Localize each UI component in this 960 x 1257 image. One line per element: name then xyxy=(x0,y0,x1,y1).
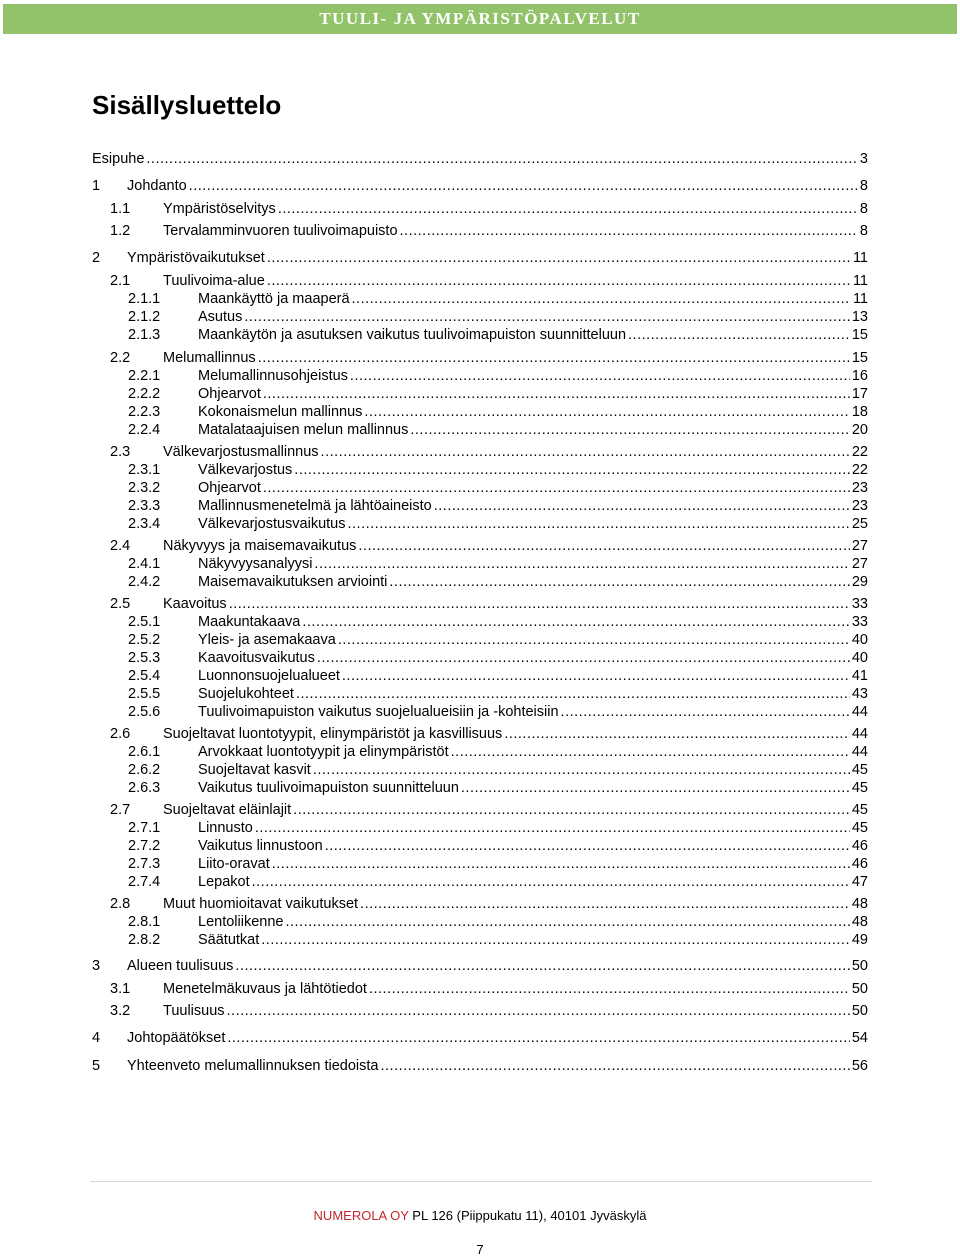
toc-entry-number: 2.1 xyxy=(110,273,131,289)
toc-entry-page: 43 xyxy=(851,686,868,702)
toc-entry[interactable] xyxy=(128,931,868,949)
toc-dot-leader xyxy=(244,308,850,326)
toc-dot-leader xyxy=(369,980,850,998)
toc-entry-title: Suojeltavat luontotyypit, elinympäristöt ja kasvillisuus xyxy=(163,726,503,742)
toc-entry-title: Kokonaismelun mallinnus xyxy=(198,404,363,420)
toc-entry-title: Maakuntakaava xyxy=(198,614,301,630)
toc-entry-page: 8 xyxy=(859,223,868,239)
toc-entry-number: 2.6.2 xyxy=(128,762,161,778)
toc-dot-leader xyxy=(294,461,850,479)
toc-entry[interactable] xyxy=(128,573,868,591)
toc-entry[interactable] xyxy=(110,980,868,998)
toc-entry-title: Linnusto xyxy=(198,820,253,836)
toc-entry-number: 2.8 xyxy=(110,896,131,912)
toc-entry-title: Yhteenveto melumallinnuksen tiedoista xyxy=(127,1058,379,1074)
toc-entry-number: 2.6.3 xyxy=(128,780,161,796)
toc-entry-number: 3.2 xyxy=(110,1003,131,1019)
toc-entry[interactable] xyxy=(92,150,868,168)
toc-dot-leader xyxy=(434,497,850,515)
toc-entry-page: 29 xyxy=(851,574,868,590)
toc-entry-number: 2.5.5 xyxy=(128,686,161,702)
toc-entry-number: 2.1.3 xyxy=(128,327,161,343)
toc-entry-title: Maisemavaikutuksen arviointi xyxy=(198,574,388,590)
toc-entry-number: 2.5.3 xyxy=(128,650,161,666)
toc-entry-page: 17 xyxy=(851,386,868,402)
toc-entry-page: 11 xyxy=(852,291,868,307)
toc-entry-number: 3.1 xyxy=(110,981,131,997)
toc-entry-page: 11 xyxy=(852,273,868,289)
toc-entry-page: 45 xyxy=(851,780,868,796)
toc-entry-title: Suojeltavat eläinlajit xyxy=(163,802,292,818)
toc-dot-leader xyxy=(358,537,849,555)
toc-entry-number: 2.4 xyxy=(110,538,131,554)
toc-entry[interactable] xyxy=(110,349,868,367)
toc-entry[interactable] xyxy=(128,403,868,421)
toc-entry-number: 2.2.3 xyxy=(128,404,161,420)
toc-entry-title: Vaikutus tuulivoimapuiston suunnitteluun xyxy=(198,780,459,796)
toc-entry-title: Asutus xyxy=(198,309,243,325)
toc-entry[interactable] xyxy=(128,385,868,403)
toc-dot-leader xyxy=(360,895,850,913)
toc-entry-number: 2.3.2 xyxy=(128,480,161,496)
toc-entry[interactable] xyxy=(128,703,868,721)
toc-entry[interactable] xyxy=(128,913,868,931)
toc-dot-leader xyxy=(461,779,850,797)
toc-entry-title: Tuulivoima-alue xyxy=(163,273,265,289)
toc-entry-number: 2.6.1 xyxy=(128,744,161,760)
toc-entry-number: 2.5.4 xyxy=(128,668,161,684)
toc-entry-number: 1.1 xyxy=(110,201,131,217)
toc-entry-page: 11 xyxy=(852,250,868,266)
toc-dot-leader xyxy=(293,801,850,819)
toc-entry-number: 2.8.1 xyxy=(128,914,161,930)
toc-entry-page: 48 xyxy=(851,896,868,912)
toc-entry[interactable] xyxy=(128,421,868,439)
toc-entry-number: 2.2.1 xyxy=(128,368,161,384)
toc-entry-number: 2.2.4 xyxy=(128,422,161,438)
toc-entry[interactable] xyxy=(128,461,868,479)
toc-entry-title: Menetelmäkuvaus ja lähtötiedot xyxy=(163,981,367,997)
toc-dot-leader xyxy=(146,150,858,168)
toc-entry-page: 23 xyxy=(851,480,868,496)
header-text: TUULI- JA YMPÄRISTÖPALVELUT xyxy=(319,9,641,28)
toc-entry-number: 2.1.2 xyxy=(128,309,161,325)
toc-entry[interactable] xyxy=(128,873,868,891)
toc-entry-title: Esipuhe xyxy=(92,151,145,167)
toc-entry-title: Melumallinnus xyxy=(163,350,256,366)
toc-entry-title: Näkyvyysanalyysi xyxy=(198,556,313,572)
footer-address: PL 126 (Piippukatu 11), 40101 Jyväskylä xyxy=(412,1208,647,1223)
toc-entry-page: 27 xyxy=(851,538,868,554)
toc-entry-title: Suojelukohteet xyxy=(198,686,294,702)
toc-entry[interactable] xyxy=(110,595,868,613)
toc-entry[interactable] xyxy=(128,479,868,497)
toc-entry-title: Tervalamminvuoren tuulivoimapuisto xyxy=(163,223,398,239)
toc-entry[interactable] xyxy=(128,515,868,533)
toc-entry[interactable] xyxy=(110,801,868,819)
toc-dot-leader xyxy=(278,200,858,218)
toc-dot-leader xyxy=(350,367,850,385)
toc-entry-title: Kaavoitus xyxy=(163,596,227,612)
toc-entry[interactable] xyxy=(110,537,868,555)
toc-entry-page: 48 xyxy=(851,914,868,930)
toc-entry-title: Melumallinnusohjeistus xyxy=(198,368,348,384)
toc-entry-number: 2.7.2 xyxy=(128,838,161,854)
toc-entry-page: 25 xyxy=(851,516,868,532)
toc-entry-number: 2.1.1 xyxy=(128,291,161,307)
toc-entry-title: Tuulisuus xyxy=(163,1003,225,1019)
toc-entry-page: 16 xyxy=(851,368,868,384)
toc-entry-page: 46 xyxy=(851,856,868,872)
toc-dot-leader xyxy=(313,761,850,779)
toc-dot-leader xyxy=(252,873,850,891)
toc-entry-page: 40 xyxy=(851,632,868,648)
toc-entry-title: Muut huomioitavat vaikutukset xyxy=(163,896,359,912)
toc-entry-number: 4 xyxy=(92,1030,101,1046)
toc-entry-page: 33 xyxy=(851,614,868,630)
toc-entry-number: 2.7.3 xyxy=(128,856,161,872)
toc-entry-page: 20 xyxy=(851,422,868,438)
toc-entry[interactable] xyxy=(128,649,868,667)
toc-dot-leader xyxy=(285,913,849,931)
toc-entry-page: 8 xyxy=(859,178,868,194)
toc-dot-leader xyxy=(261,931,850,949)
footer-divider xyxy=(90,1181,872,1182)
toc-entry-page: 33 xyxy=(851,596,868,612)
toc-dot-leader xyxy=(317,649,850,667)
toc-entry-number: 2.3.4 xyxy=(128,516,161,532)
toc-entry-title: Lepakot xyxy=(198,874,250,890)
toc-dot-leader xyxy=(227,1029,850,1047)
toc-entry-page: 50 xyxy=(851,958,868,974)
toc-entry[interactable] xyxy=(128,685,868,703)
toc-entry-page: 44 xyxy=(851,704,868,720)
toc-dot-leader xyxy=(628,326,850,344)
toc-entry-title: Suojeltavat kasvit xyxy=(198,762,311,778)
toc-entry-title: Yleis- ja asemakaava xyxy=(198,632,336,648)
toc-dot-leader xyxy=(235,957,849,975)
toc-entry-page: 50 xyxy=(851,1003,868,1019)
toc-entry-page: 8 xyxy=(859,201,868,217)
toc-dot-leader xyxy=(504,725,850,743)
page-number: 7 xyxy=(476,1242,484,1257)
toc-entry-number: 1.2 xyxy=(110,223,131,239)
toc-entry-page: 15 xyxy=(851,327,868,343)
toc-entry-title: Välkevarjostusmallinnus xyxy=(163,444,319,460)
toc-entry-page: 50 xyxy=(851,981,868,997)
toc-entry-page: 15 xyxy=(851,350,868,366)
toc-entry-number: 2.7.1 xyxy=(128,820,161,836)
toc-entry-title: Johtopäätökset xyxy=(127,1030,226,1046)
toc-entry-page: 22 xyxy=(851,444,868,460)
toc-entry-number: 2 xyxy=(92,250,101,266)
toc-entry-title: Tuulivoimapuiston vaikutus suojelualueisiin ja -kohteisiin xyxy=(198,704,559,720)
toc-entry-title: Välkevarjostusvaikutus xyxy=(198,516,346,532)
toc-entry-title: Johdanto xyxy=(127,178,187,194)
toc-entry-page: 22 xyxy=(851,462,868,478)
toc-entry-page: 54 xyxy=(851,1030,868,1046)
toc-entry-number: 2.3.1 xyxy=(128,462,161,478)
toc-entry-page: 45 xyxy=(851,802,868,818)
toc-entry-number: 3 xyxy=(92,958,101,974)
toc-entry-page: 47 xyxy=(851,874,868,890)
toc-entry[interactable] xyxy=(128,855,868,873)
footer-company: NUMEROLA OY xyxy=(313,1208,409,1223)
toc-dot-leader xyxy=(451,743,850,761)
toc-dot-leader xyxy=(272,855,850,873)
toc-entry-title: Maankäytön ja asutuksen vaikutus tuulivoimapuiston suunnitteluun xyxy=(198,327,627,343)
toc-entry-number: 2.3.3 xyxy=(128,498,161,514)
toc-entry-number: 2.5.1 xyxy=(128,614,161,630)
toc-dot-leader xyxy=(263,479,850,497)
toc-dot-leader xyxy=(302,613,849,631)
toc-entry-page: 49 xyxy=(851,932,868,948)
toc-entry-title: Välkevarjostus xyxy=(198,462,293,478)
toc-entry-number: 2.5.2 xyxy=(128,632,161,648)
toc-entry-title: Ohjearvot xyxy=(198,386,261,402)
toc-entry[interactable] xyxy=(128,779,868,797)
toc-entry-title: Ympäristöselvitys xyxy=(163,201,276,217)
toc-entry[interactable] xyxy=(110,725,868,743)
toc-entry-title: Liito-oravat xyxy=(198,856,270,872)
toc-entry-title: Maankäyttö ja maaperä xyxy=(198,291,350,307)
toc-entry-title: Ohjearvot xyxy=(198,480,261,496)
toc-entry[interactable] xyxy=(128,497,868,515)
toc-entry-title: Säätutkat xyxy=(198,932,260,948)
toc-entry[interactable] xyxy=(92,1029,868,1047)
toc-entry[interactable] xyxy=(128,743,868,761)
toc-entry[interactable] xyxy=(110,895,868,913)
toc-entry-title: Vaikutus linnustoon xyxy=(198,838,323,854)
toc-dot-leader xyxy=(267,249,851,267)
toc-dot-leader xyxy=(227,1002,850,1020)
toc-dot-leader xyxy=(348,515,850,533)
toc-entry-title: Arvokkaat luontotyypit ja elinympäristöt xyxy=(198,744,449,760)
toc-entry[interactable] xyxy=(128,308,868,326)
toc-dot-leader xyxy=(364,403,849,421)
toc-entry-page: 56 xyxy=(851,1058,868,1074)
toc-entry[interactable] xyxy=(92,249,868,267)
toc-entry-title: Kaavoitusvaikutus xyxy=(198,650,315,666)
toc-entry[interactable] xyxy=(110,222,868,240)
toc-entry-title: Luonnonsuojelualueet xyxy=(198,668,340,684)
toc-entry-number: 2.4.1 xyxy=(128,556,161,572)
toc-entry-page: 44 xyxy=(851,726,868,742)
toc-entry-title: Mallinnusmenetelmä ja lähtöaineisto xyxy=(198,498,432,514)
toc-entry-page: 46 xyxy=(851,838,868,854)
toc-entry[interactable] xyxy=(128,326,868,344)
toc-entry[interactable] xyxy=(128,290,868,308)
toc-dot-leader xyxy=(325,837,850,855)
toc-entry-number: 2.7 xyxy=(110,802,131,818)
toc-entry[interactable] xyxy=(128,555,868,573)
toc-entry-number: 2.8.2 xyxy=(128,932,161,948)
toc-dot-leader xyxy=(229,595,850,613)
toc-dot-leader xyxy=(338,631,850,649)
toc-entry-number: 2.6 xyxy=(110,726,131,742)
toc-entry-number: 2.5.6 xyxy=(128,704,161,720)
toc-entry[interactable] xyxy=(128,367,868,385)
toc-dot-leader xyxy=(263,385,850,403)
toc-entry[interactable] xyxy=(110,1002,868,1020)
toc-dot-leader xyxy=(342,667,850,685)
toc-entry[interactable] xyxy=(110,272,868,290)
toc-entry-number: 1 xyxy=(92,178,101,194)
toc-entry[interactable] xyxy=(128,613,868,631)
toc-dot-leader xyxy=(255,819,850,837)
toc-entry-number: 2.5 xyxy=(110,596,131,612)
toc-entry[interactable] xyxy=(92,177,868,195)
toc-entry[interactable] xyxy=(128,667,868,685)
toc-entry-title: Alueen tuulisuus xyxy=(127,958,234,974)
toc-entry-number: 2.7.4 xyxy=(128,874,161,890)
footer-address-line xyxy=(0,1208,960,1223)
toc-entry[interactable] xyxy=(92,957,868,975)
toc-entry[interactable] xyxy=(110,200,868,218)
toc-dot-leader xyxy=(267,272,851,290)
toc-entry[interactable] xyxy=(92,1057,868,1075)
toc-entry-page: 18 xyxy=(851,404,868,420)
toc-dot-leader xyxy=(380,1057,849,1075)
toc-entry-title: Matalataajuisen melun mallinnus xyxy=(198,422,409,438)
toc-dot-leader xyxy=(314,555,849,573)
toc-dot-leader xyxy=(321,443,850,461)
toc-entry[interactable] xyxy=(128,819,868,837)
toc-dot-leader xyxy=(400,222,858,240)
toc-entry-page: 23 xyxy=(851,498,868,514)
toc-entry-page: 45 xyxy=(851,762,868,778)
page-title: Sisällysluettelo xyxy=(92,90,282,120)
toc-entry-page: 45 xyxy=(851,820,868,836)
toc-dot-leader xyxy=(410,421,849,439)
toc-dot-leader xyxy=(389,573,849,591)
toc-entry-page: 13 xyxy=(851,309,868,325)
toc-entry-page: 3 xyxy=(859,151,868,167)
toc-entry-number: 5 xyxy=(92,1058,101,1074)
toc-dot-leader xyxy=(296,685,850,703)
toc-entry-page: 44 xyxy=(851,744,868,760)
toc-dot-leader xyxy=(352,290,851,308)
toc-entry-number: 2.3 xyxy=(110,444,131,460)
toc-entry[interactable] xyxy=(128,837,868,855)
toc-entry-number: 2.4.2 xyxy=(128,574,161,590)
toc-entry-page: 40 xyxy=(851,650,868,666)
toc-entry[interactable] xyxy=(128,761,868,779)
toc-entry-title: Lentoliikenne xyxy=(198,914,284,930)
toc-entry-title: Näkyvyys ja maisemavaikutus xyxy=(163,538,357,554)
toc-entry-number: 2.2.2 xyxy=(128,386,161,402)
toc-entry-page: 41 xyxy=(851,668,868,684)
header-band xyxy=(3,4,957,34)
toc-dot-leader xyxy=(258,349,850,367)
toc-entry[interactable] xyxy=(110,443,868,461)
toc-dot-leader xyxy=(561,703,850,721)
toc-entry[interactable] xyxy=(128,631,868,649)
toc-entry-page: 27 xyxy=(851,556,868,572)
toc-dot-leader xyxy=(189,177,858,195)
toc-entry-number: 2.2 xyxy=(110,350,131,366)
toc-entry-title: Ympäristövaikutukset xyxy=(127,250,265,266)
